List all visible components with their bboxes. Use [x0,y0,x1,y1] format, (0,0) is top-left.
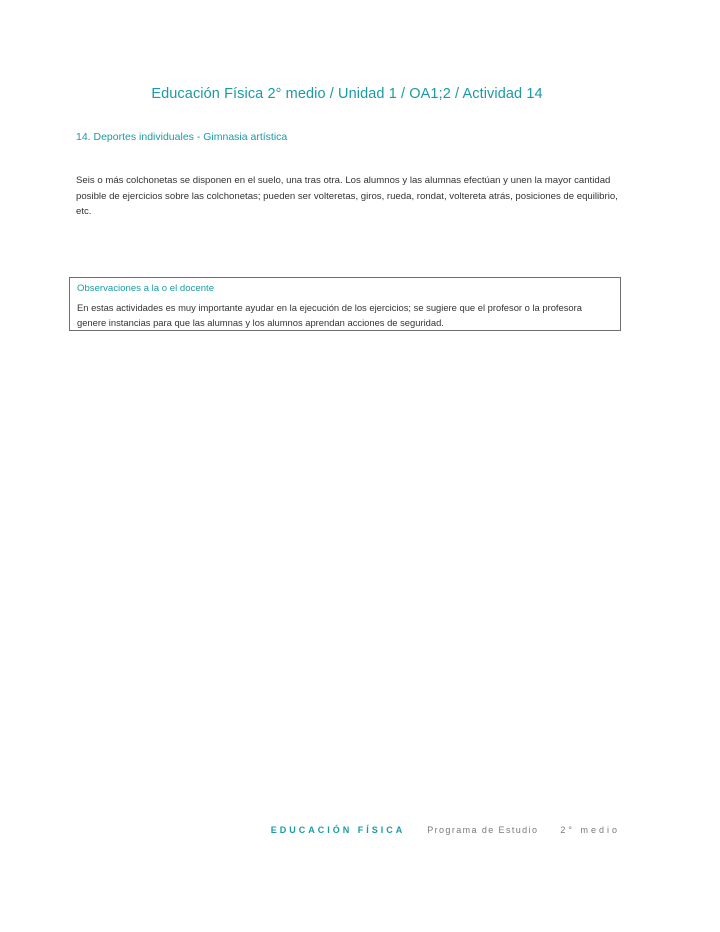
page-footer [270,825,620,835]
activity-description: Seis o más colchonetas se disponen en el suelo, una tras otra. Los alumnos y las alumnas efectúan y unen la mayor cantidad posible de ejercicios sobre las colchonetas; pueden ser volteretas, giros, rueda, rondat, voltereta atrás, posiciones de equilibrio, etc. [76,175,618,217]
page-title: Educación Física 2° medio / Unidad 1 / OA1;2 / Actividad 14 [151,86,543,102]
observations-text: En estas actividades es muy importante ayudar en la ejecución de los ejercicios; se sugiere que el profesor o la profesora genere instancias para que las alumnas y los alumnos aprendan acciones de seguridad. [77,302,582,328]
footer-subject: EDUCACIÓN FÍSICA [270,825,406,835]
section-heading: 14. Deportes individuales - Gimnasia artística [76,131,288,143]
footer-program: Programa de Estudio [427,825,539,835]
teacher-observations-box [69,277,621,331]
observations-title: Observaciones a la o el docente [77,283,215,294]
footer-grade: 2° medio [560,825,620,835]
